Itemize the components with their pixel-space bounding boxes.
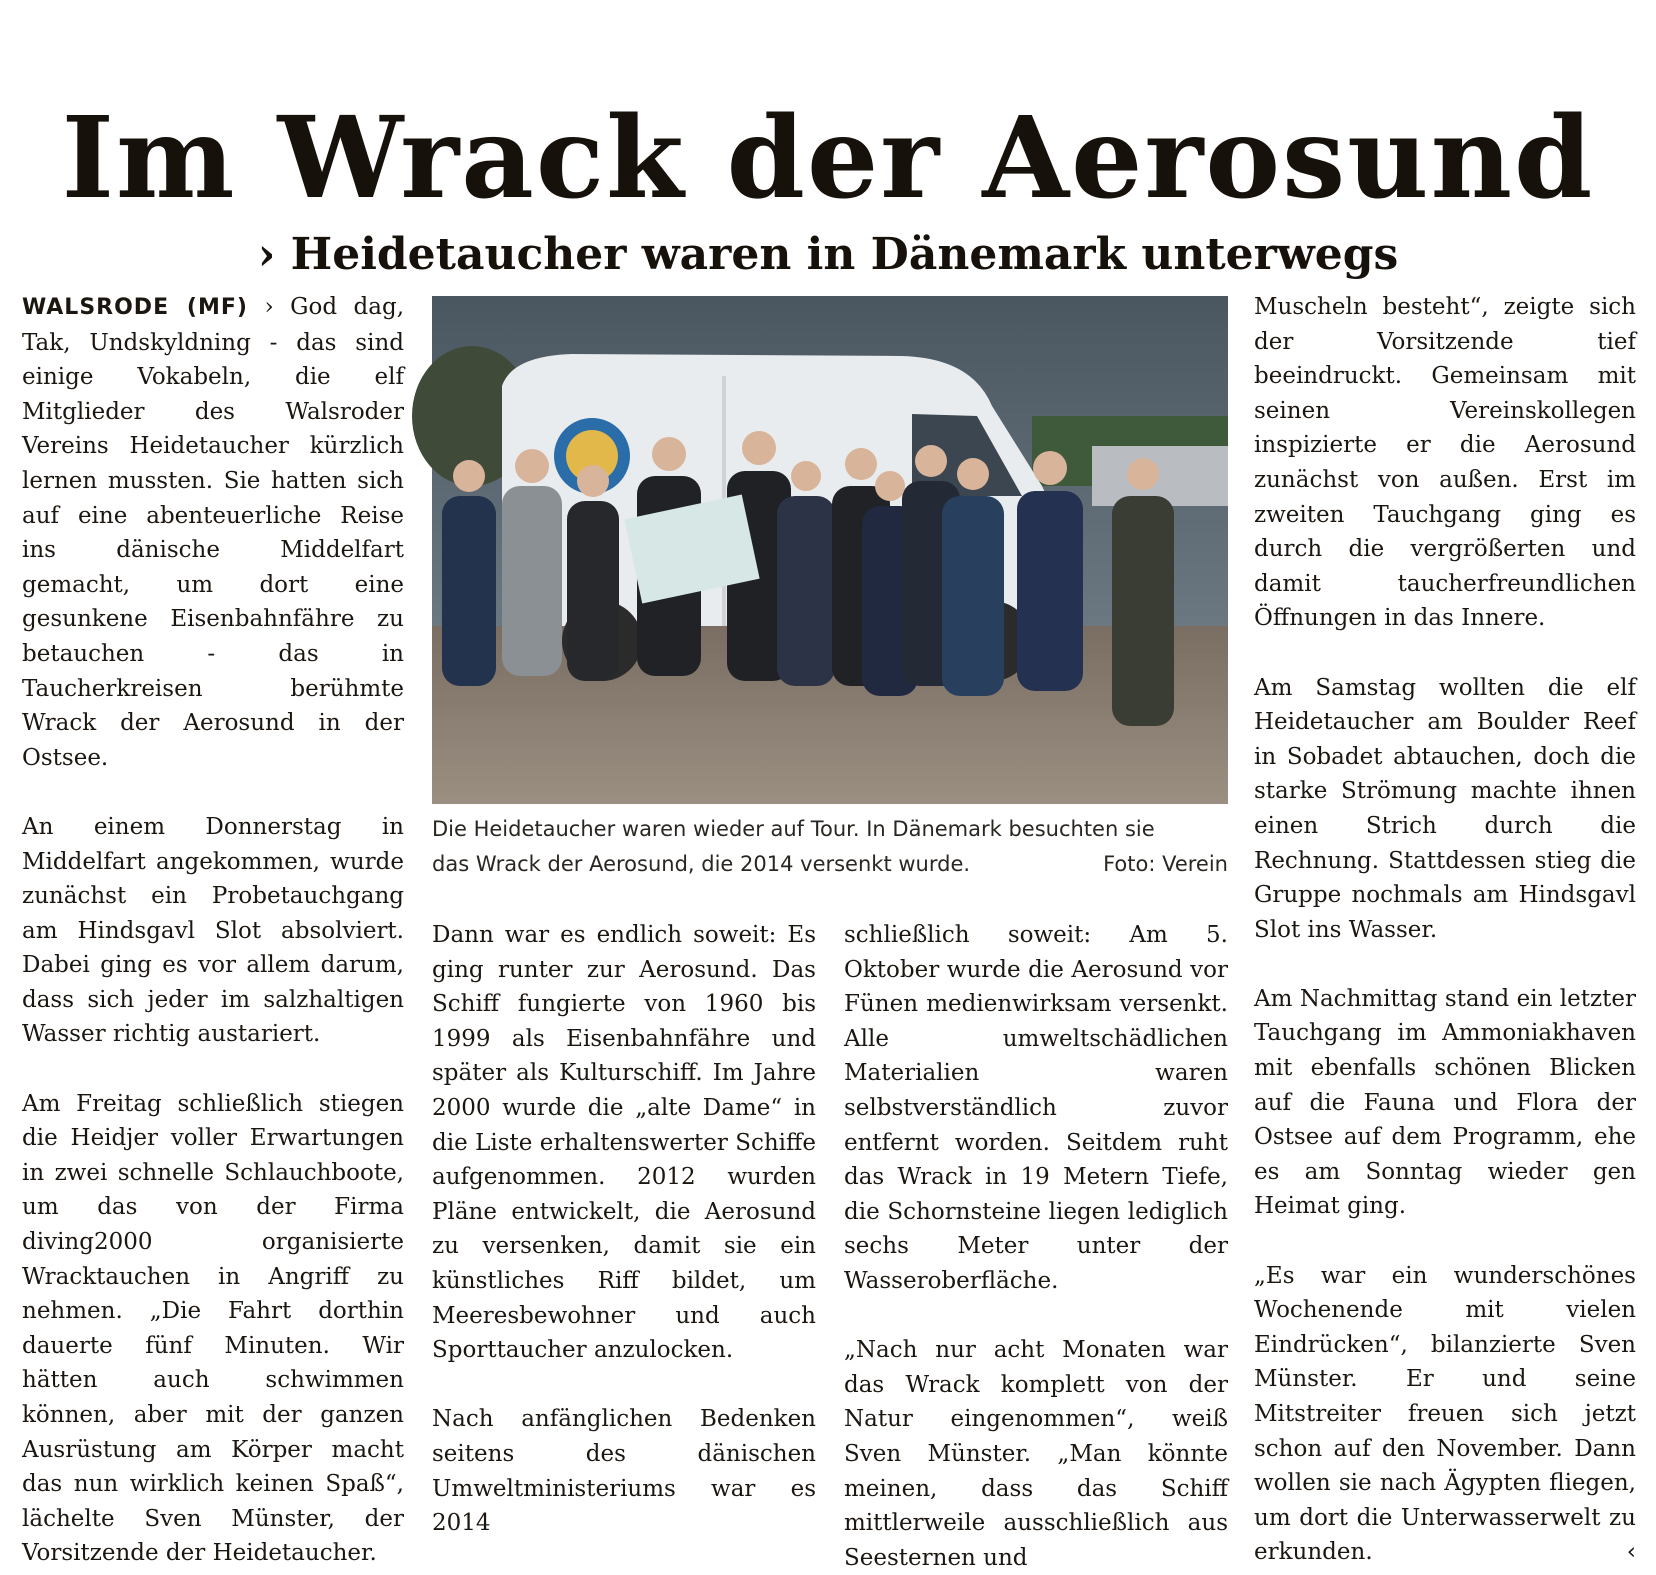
paragraph-text: › God dag, Tak, Undskyldning - das sind einige Vokabeln, die elf Mitglieder des Walsroder Vereins Heidetaucher kürzlich lernen mussten. Sie hatten sich auf eine abenteuerliche Reise ins dänische Middelfart gemacht, um dort eine gesunkene Eisenbahnfähre zu betauchen - das in Taucherkreisen berühmte Wrack der Aerosund in der Ostsee.	[22, 294, 405, 771]
paragraph: schließlich soweit: Am 5. Oktober wurde die Aerosund vor Fünen medienwirksam versenkt. Alle umweltschädlichen Materialien waren selbstverständlich zuvor entfernt worden. Seitdem ruht das Wrack in 19 Metern Tiefe, die Schornsteine liegen lediglich sechs Meter unter der Wasseroberfläche.	[844, 922, 1228, 1294]
caption-line: Die Heidetaucher waren wieder auf Tour. In Dänemark besuchten sie	[432, 817, 1155, 841]
paragraph	[22, 290, 404, 775]
paragraph	[1254, 1259, 1636, 1570]
paragraph: Am Freitag schließlich stiegen die Heidjer voller Erwartungen in zwei schnelle Schlauchboote, um das von der Firma diving2000 organisierte Wracktauchen in Angriff zu nehmen. „Die Fahrt dorthin dauerte fünf Minuten. Wir hätten auch schwimmen können, aber mit der ganzen Ausrüstung am Körper macht das nun wirklich keinen Spaß“, lächelte Sven Münster, der Vorsitzende der Heidetaucher.	[22, 1090, 404, 1567]
caption-line	[432, 847, 1228, 882]
paragraph: Am Samstag wollten die elf Heidetaucher am Boulder Reef in Sobadet abtauchen, doch die starke Strömung machte ihnen einen Strich durch die Rechnung. Stattdessen stieg die Gruppe nochmals am Hindsgavl Slot ins Wasser.	[1254, 674, 1636, 943]
article-column-1	[22, 290, 405, 1567]
subheadline: › Heidetaucher waren in Dänemark unterwegs	[257, 228, 1399, 280]
photo-credit: Foto: Verein	[1103, 852, 1228, 876]
dateline: WALSRODE (MF)	[22, 295, 248, 320]
caption-text: das Wrack der Aerosund, die 2014 versenkt wurde.	[432, 852, 971, 876]
paragraph: An einem Donnerstag in Middelfart angekommen, wurde zunächst ein Probetauchgang am Hindsgavl Slot absolviert. Dabei ging es vor allem darum, dass sich jeder im salzhaltigen Wasser richtig austariert.	[22, 813, 404, 1048]
photo-caption	[432, 812, 1228, 882]
article-column-3	[844, 918, 1228, 1571]
article-column-4	[1254, 290, 1636, 1566]
end-mark: ‹	[1626, 1539, 1636, 1566]
paragraph: Nach anfänglichen Bedenken seitens des dänischen Umweltministeriums war es 2014	[432, 1406, 816, 1537]
paragraph: Dann war es endlich soweit: Es ging runter zur Aerosund. Das Schiff fungierte von 1960 bis 1999 als Eisenbahnfähre und später als Kulturschiff. Im Jahre 2000 wurde die „alte Dame“ in die Liste erhaltenswerter Schiffe aufgenommen. 2012 wurden Pläne entwickelt, die Aerosund zu versenken, damit sie ein künstliches Riff bildet, um Meeresbewohner und auch Sporttaucher anzulocken.	[432, 922, 816, 1364]
paragraph: Am Nachmittag stand ein letzter Tauchgang im Ammoniakhaven mit ebenfalls schönen Blicken auf die Fauna und Flora der Ostsee auf dem Programm, ehe es am Sonntag wieder gen Heimat ging.	[1254, 985, 1636, 1220]
paragraph: Muscheln besteht“, zeigte sich der Vorsitzende tief beeindruckt. Gemeinsam mit seinen Vereinskollegen inspizierte er die Aerosund zunächst von außen. Erst im zweiten Tauchgang ging es durch die vergrößerten und damit taucherfreundlichen Öffnungen in das Innere.	[1254, 294, 1636, 632]
photo-illustration	[432, 296, 1228, 804]
article-column-2	[432, 918, 816, 1537]
group-photo	[432, 296, 1228, 804]
paragraph-text: „Es war ein wunderschönes Wochenende mit vielen Eindrücken“, bilanzierte Sven Münster. Er und seine Mitstreiter freuen sich jetzt schon auf den November. Dann wollen sie nach Ägypten fliegen, um dort die Unterwasserwelt zu erkunden.	[1254, 1262, 1636, 1566]
paragraph: „Nach nur acht Monaten war das Wrack komplett von der Natur eingenommen“, weiß Sven Münster. „Man könnte meinen, dass das Schiff mittlerweile ausschließlich aus Seesternen und	[844, 1337, 1228, 1571]
headline: Im Wrack der Aerosund	[61, 93, 1595, 225]
